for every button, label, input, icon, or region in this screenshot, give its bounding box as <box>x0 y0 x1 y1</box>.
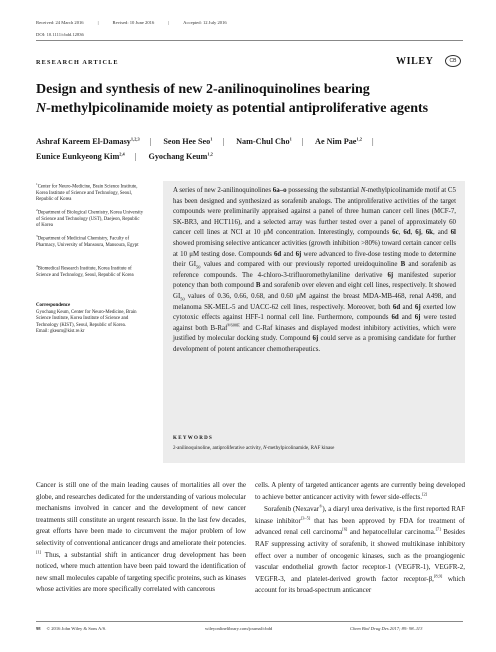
received-date: Received: 24 March 2016 <box>36 20 84 25</box>
affiliation: $^4$Biomedical Research Institute, Korea Institute of Science and Technology, Seoul, Republic of Korea <box>36 264 134 278</box>
date-divider: | <box>97 20 99 25</box>
title-line-2: N-methylpicolinamide moiety as potential antiproliferative agents <box>36 101 429 116</box>
author-name[interactable]: Nam-Chul Cho$^1$ <box>236 136 292 146</box>
correspondence-email[interactable]: Email: gkeum@kist.re.kr <box>36 329 85 335</box>
footer-rule <box>36 621 463 622</box>
body-paragraph: Cancer is still one of the main leading causes of mortalities all over the globe, and researches dedicated for the understanding of various molecular mechanisms involved in cancer and the development of new cancer treatments still constitute an urgent research issue. In the last few decades, great efforts have been made to circumvent the major problem of low selectivity of conventional anticancer drugs and ameliorate their potencies.[1] Thus, a substantial shift in anticancer drug development has been noticed, where much attention have been paid toward the identification of new small molecules capable of targeting specific proteins, such as kinases whose activities are more specifically correlated with cancerous <box>36 481 246 594</box>
journal-citation: Chem Biol Drug Des 2017; 89: 98–113 <box>350 626 423 631</box>
journal-logo-icon: CB <box>445 55 461 67</box>
affiliation: $^1$Center for Neuro-Medicine, Brain Science Institute, Korea Institute of Science and Technology, Seoul, Republic of Korea <box>36 182 138 203</box>
correspondence-block <box>36 310 148 336</box>
doi[interactable]: DOI: 10.1111/cbdd.12836 <box>36 32 84 37</box>
author-name[interactable]: Seon Hee Seo$^1$ <box>163 136 213 146</box>
body-paragraph: Sorafenib (Nexavar®), a diaryl urea derivative, is the first reported RAF kinase inhibitor[3–5] that has been approved by FDA for treatment of advanced renal cell carcinoma[6] and hepatocellular carcinoma.[7] Besides RAF suppressing activity of sorafenib, it showed multikinase inhibitory effect over a number of oncogenic kinases, such as the proangiogenic vascular endothelial growth factor receptor-1 (VEGFR-1), VEGFR-2, VEGFR-3, and platelet-derived growth factor receptor-β,[8,9] which account for its broad-spectrum anticancer <box>255 503 466 595</box>
title-line-1: Design and synthesis of new 2-anilinoquinolines bearing <box>36 82 370 97</box>
author-name[interactable]: Eunice Eunkyeong Kim$^{2,4}$ <box>36 151 125 161</box>
footer-left <box>36 626 106 631</box>
author-line-2: Eunice Eunkyeong Kim$^{2,4}$ | Gyochang Keum$^{1,2}$ <box>36 151 213 161</box>
revised-date: Revised: 10 June 2016 <box>112 20 155 25</box>
article-type: RESEARCH ARTICLE <box>36 59 119 66</box>
correspondence-address: Gyochang Keum, Center for Neuro-Medicine, Brain Science Institute, Korea Institute of Science and Technology (KIST), Seoul, Republic of Korea. <box>36 310 137 328</box>
citation-link[interactable]: [1] <box>36 549 42 555</box>
body-column-left <box>36 480 246 596</box>
author-line-1: Ashraf Kareem El-Damasy$^{1,2,3}$ | Seon Hee Seo$^1$ | Nam-Chul Cho$^1$ | Ae Nim Pae$^{1,2}$ | <box>36 136 374 146</box>
abstract-text: A series of new 2-anilinoquinolines 6a–o possessing the substantial N-methylpicolinamide motif at C5 has been designed and synthesized as sorafenib analogs. The antiproliferative activities of the target compounds were preliminarily appraised against a panel of three human cancer cell lines (MCF-7, SK-BR3, and HCT116), and a selected array was further tested over a panel of approximately 60 cancer cell lines at NCI at 10 μM concentration. Interestingly, compounds 6c, 6d, 6j, 6k, and 6l showed promising selective anticancer activities (growth inhibition >80%) toward certain cancer cells at 10 μM testing dose. Compounds 6d and 6j were advanced to five-dose testing mode to determine their $GI_{50}$ values and compared with our previously reported ureidoquinoline B and sorafenib as reference compounds. The 4-chloro-3-trifluoromethylaniline derivative 6j manifested superior potency than both compound B and sorafenib over eleven and eight cell lines, respectively. It showed $GI_{50}$ values of 0.36, 0.66, 0.68, and 0.60 μM against the breast MDA-MB-468, renal A498, and melanoma SK-MEL-5 and UACC-62 cell lines, respectively. Moreover, both 6d and 6j exerted low cytotoxic effects against HFF-1 normal cell line. Furthermore, compounds 6d and 6j were tested against both B-Raf$^{V600E}$ and C-Raf kinases and displayed modest inhibitory activities, which were justified by molecular docking study. Compound 6j could serve as a promising candidate for further development of potent anticancer chemotherapeutics. <box>173 187 457 353</box>
page-number: 98 <box>36 626 41 631</box>
header-rule <box>36 40 463 41</box>
copyright: © 2016 John Wiley & Sons A/S. <box>46 626 107 631</box>
citation-link[interactable]: [7] <box>435 527 441 533</box>
affiliation: $^2$Department of Biological Chemistry, Korea University of Science and Technology (UST), Daejeon, Republic of Korea <box>36 208 144 229</box>
article-title <box>36 80 466 118</box>
citation-link[interactable]: [2] <box>422 491 428 497</box>
affiliation: $^3$Department of Medicinal Chemistry, Faculty of Pharmacy, University of Mansoura, Mansoura, Egypt <box>36 234 139 248</box>
body-column-right <box>255 480 465 597</box>
publisher-logo: WILEY <box>396 56 434 67</box>
author-list <box>36 134 466 164</box>
date-divider: | <box>168 20 170 25</box>
citation-link[interactable]: [8,9] <box>433 573 443 579</box>
accepted-date: Accepted: 12 July 2016 <box>183 20 227 25</box>
journal-url[interactable]: wileyonlinelibrary.com/journal/cbdd <box>205 626 273 631</box>
keywords-heading: KEYWORDS <box>173 436 214 441</box>
citation-link[interactable]: [6] <box>342 527 348 533</box>
body-paragraph: cells. A plenty of targeted anticancer agents are currently being developed to achieve better anticancer activity with fewer side-effects.[2] <box>255 481 465 501</box>
author-name[interactable]: Gyochang Keum$^{1,2}$ <box>148 151 213 161</box>
keywords-text: 2-anilinoquinoline, antiproliferative activity, N-methylpicolinamide, RAF kinase <box>173 446 335 451</box>
article-dates <box>36 20 466 25</box>
author-name[interactable]: Ashraf Kareem El-Damasy$^{1,2,3}$ <box>36 136 140 146</box>
author-name[interactable]: Ae Nim Pae$^{1,2}$ <box>315 136 362 146</box>
citation-link[interactable]: [3–5] <box>300 515 311 521</box>
correspondence-heading: Correspondence <box>36 303 71 308</box>
